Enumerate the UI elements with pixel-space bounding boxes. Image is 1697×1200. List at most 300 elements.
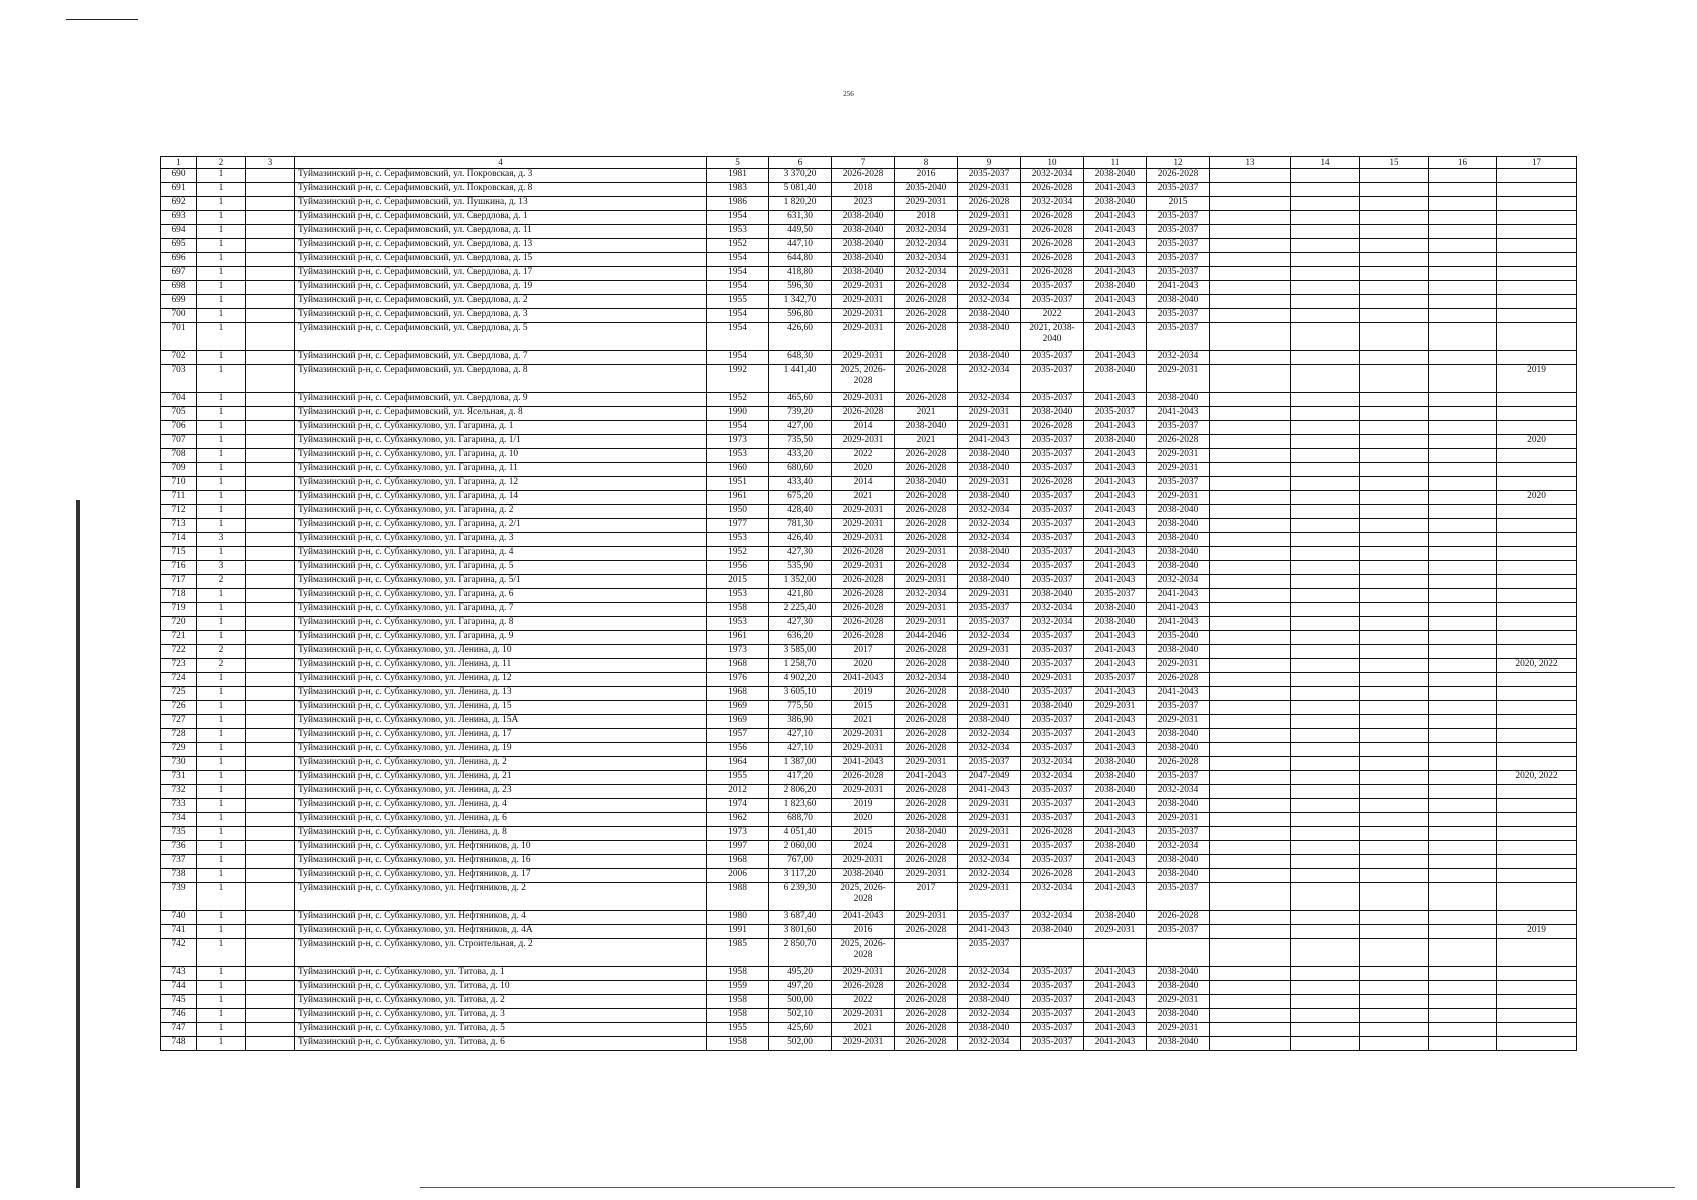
address-cell: Туймазинский р-н, с. Субханкулово, ул. Гагарина, д. 9 [295,631,707,645]
table-cell: 688,70 [769,813,832,827]
table-row [161,771,1577,785]
table-cell: 2026-2028 [832,575,895,589]
table-cell: 2032-2034 [958,519,1021,533]
table-cell: 2038-2040 [958,351,1021,365]
table-cell: 2029-2031 [1147,659,1210,673]
address-cell: Туймазинский р-н, с. Субханкулово, ул. Ленина, д. 15 [295,701,707,715]
table-cell: 2041-2043 [1084,309,1147,323]
table-cell [1497,715,1577,729]
table-cell: 2041-2043 [1084,855,1147,869]
table-cell: 2026-2028 [895,1023,958,1037]
table-cell: 1961 [707,631,769,645]
table-cell [1429,757,1497,771]
table-cell: 746 [161,1009,197,1023]
table-cell: 2032-2034 [958,1009,1021,1023]
table-cell: 2038-2040 [1147,295,1210,309]
table-cell [1429,351,1497,365]
table-cell: 742 [161,939,197,967]
table-cell: 2038-2040 [1021,407,1084,421]
address-cell: Туймазинский р-н, с. Серафимовский, ул. Свердлова, д. 13 [295,239,707,253]
table-cell: 2026-2028 [895,785,958,799]
table-cell [1497,855,1577,869]
table-cell [1291,603,1360,617]
table-cell [1210,911,1291,925]
address-cell: Туймазинский р-н, с. Субханкулово, ул. Ленина, д. 23 [295,785,707,799]
table-cell: 2029-2031 [958,883,1021,911]
table-cell: 1973 [707,645,769,659]
table-cell [1497,631,1577,645]
address-cell: Туймазинский р-н, с. Субханкулово, ул. Ленина, д. 11 [295,659,707,673]
table-cell [1429,211,1497,225]
table-cell: 1960 [707,463,769,477]
table-cell [1360,239,1429,253]
table-cell: 2026-2028 [1021,421,1084,435]
table-cell [1497,183,1577,197]
table-row [161,561,1577,575]
table-cell [1291,939,1360,967]
table-cell: 2029-2031 [958,183,1021,197]
column-header-3: 3 [246,157,295,169]
table-cell [1360,687,1429,701]
table-cell [1291,855,1360,869]
table-cell: 2035-2037 [1147,267,1210,281]
table-cell: 2038-2040 [1084,169,1147,183]
table-cell [1360,785,1429,799]
table-cell: 2041-2043 [1084,827,1147,841]
table-cell: 2038-2040 [1147,799,1210,813]
table-cell: 1 [197,813,246,827]
table-row [161,981,1577,995]
table-cell: 2041-2043 [1084,505,1147,519]
table-cell: 1956 [707,743,769,757]
table-cell: 427,30 [769,547,832,561]
table-row [161,449,1577,463]
address-cell: Туймазинский р-н, с. Субханкулово, ул. Ленина, д. 17 [295,729,707,743]
table-cell: 1 [197,967,246,981]
table-cell [1497,449,1577,463]
table-cell [1291,701,1360,715]
table-cell: 2038-2040 [1147,1009,1210,1023]
table-cell: 1955 [707,771,769,785]
table-cell [1497,645,1577,659]
table-cell: 2041-2043 [958,435,1021,449]
table-cell: 1969 [707,715,769,729]
address-cell: Туймазинский р-н, с. Субханкулово, ул. Ленина, д. 6 [295,813,707,827]
table-cell [1291,813,1360,827]
table-cell [1291,225,1360,239]
table-cell: 2021 [832,715,895,729]
table-cell: 1958 [707,967,769,981]
table-cell: 2026-2028 [895,323,958,351]
table-cell: 2021 [895,435,958,449]
table-cell: 725 [161,687,197,701]
table-cell: 2035-2037 [1021,365,1084,393]
table-cell: 2029-2031 [895,197,958,211]
table-cell [1360,855,1429,869]
table-cell: 2038-2040 [1147,561,1210,575]
table-cell [246,967,295,981]
table-cell [1021,939,1084,967]
table-row [161,239,1577,253]
table-cell [1291,505,1360,519]
table-cell: 2041-2043 [1084,561,1147,575]
table-cell: 2029-2031 [895,617,958,631]
table-cell: 1 [197,253,246,267]
table-cell [1497,547,1577,561]
address-cell: Туймазинский р-н, с. Серафимовский, ул. Свердлова, д. 8 [295,365,707,393]
table-cell: 2026-2028 [1021,225,1084,239]
table-cell: 694 [161,225,197,239]
table-cell [1291,659,1360,673]
table-cell: 2019 [1497,365,1577,393]
table-cell [1429,855,1497,869]
table-cell: 2029-2031 [958,239,1021,253]
table-cell: 712 [161,505,197,519]
table-cell: 2035-2037 [1021,505,1084,519]
table-cell: 2029-2031 [895,869,958,883]
table-cell: 1 820,20 [769,197,832,211]
table-cell [1210,701,1291,715]
table-cell: 2026-2028 [895,351,958,365]
table-cell: 2041-2043 [1084,211,1147,225]
table-cell: 2041-2043 [1084,533,1147,547]
table-cell: 2041-2043 [1084,631,1147,645]
table-cell [1429,421,1497,435]
table-cell: 714 [161,533,197,547]
table-cell: 735 [161,827,197,841]
table-cell: 719 [161,603,197,617]
table-cell: 748 [161,1037,197,1051]
table-cell: 2035-2037 [1021,799,1084,813]
table-cell: 2035-2037 [1021,281,1084,295]
table-cell: 2041-2043 [958,785,1021,799]
table-cell [1147,939,1210,967]
table-cell: 1954 [707,211,769,225]
table-cell: 2035-2037 [1147,701,1210,715]
table-cell [246,239,295,253]
table-cell [1210,519,1291,533]
address-cell: Туймазинский р-н, с. Субханкулово, ул. Титова, д. 2 [295,995,707,1009]
table-cell [1360,267,1429,281]
table-cell [1429,981,1497,995]
table-cell: 1986 [707,197,769,211]
column-header-2: 2 [197,157,246,169]
table-cell [1360,869,1429,883]
table-cell: 2041-2043 [832,911,895,925]
table-cell [1360,253,1429,267]
table-cell: 1 [197,631,246,645]
table-cell: 1 [197,911,246,925]
table-cell [1360,309,1429,323]
table-cell [246,855,295,869]
table-cell [1291,351,1360,365]
table-cell: 2035-2037 [1147,183,1210,197]
table-cell: 2015 [707,575,769,589]
table-cell: 2038-2040 [1084,771,1147,785]
table-cell: 2041-2043 [1147,281,1210,295]
table-cell: 1 [197,827,246,841]
table-row [161,841,1577,855]
table-cell: 2029-2031 [958,225,1021,239]
table-cell: 2032-2034 [958,505,1021,519]
table-cell [1497,995,1577,1009]
table-cell: 695 [161,239,197,253]
table-cell [1497,519,1577,533]
table-cell: 2022 [832,995,895,1009]
address-cell: Туймазинский р-н, с. Субханкулово, ул. Титова, д. 5 [295,1023,707,1037]
table-cell: 2029-2031 [832,729,895,743]
table-cell [246,281,295,295]
table-cell: 1 [197,869,246,883]
table-cell [246,309,295,323]
table-cell: 1954 [707,281,769,295]
table-cell: 2029-2031 [832,519,895,533]
table-cell: 2012 [707,785,769,799]
table-cell: 2041-2043 [1084,687,1147,701]
table-cell [246,631,295,645]
table-cell: 2035-2037 [1021,995,1084,1009]
table-cell: 730 [161,757,197,771]
table-cell: 2026-2028 [1021,869,1084,883]
table-cell [1291,211,1360,225]
table-cell: 1991 [707,925,769,939]
table-cell: 1 387,00 [769,757,832,771]
table-cell: 2 [197,575,246,589]
table-cell: 2041-2043 [1084,967,1147,981]
table-cell: 1 [197,799,246,813]
table-cell [246,435,295,449]
address-cell: Туймазинский р-н, с. Субханкулово, ул. Ленина, д. 10 [295,645,707,659]
table-cell: 710 [161,477,197,491]
table-cell [895,939,958,967]
table-cell: 427,00 [769,421,832,435]
table-cell [1497,603,1577,617]
table-cell [246,295,295,309]
table-cell: 2038-2040 [1147,869,1210,883]
table-cell: 2017 [832,645,895,659]
table-cell: 2035-2037 [1021,463,1084,477]
table-cell: 1 [197,785,246,799]
table-cell [1429,673,1497,687]
address-cell: Туймазинский р-н, с. Субханкулово, ул. Титова, д. 1 [295,967,707,981]
table-cell: 2029-2031 [832,281,895,295]
table-cell: 1 [197,729,246,743]
table-cell: 2029-2031 [1147,1023,1210,1037]
table-cell: 500,00 [769,995,832,1009]
table-cell: 2026-2028 [895,743,958,757]
table-cell [1291,925,1360,939]
table-cell: 596,30 [769,281,832,295]
table-cell: 2035-2037 [1084,407,1147,421]
table-cell: 2024 [832,841,895,855]
table-cell: 707 [161,435,197,449]
table-row [161,533,1577,547]
table-cell: 775,50 [769,701,832,715]
table-cell: 738 [161,869,197,883]
table-cell [1291,267,1360,281]
table-cell: 2041-2043 [1084,799,1147,813]
table-row [161,253,1577,267]
table-cell: 2041-2043 [832,673,895,687]
address-cell: Туймазинский р-н, с. Субханкулово, ул. Гагарина, д. 10 [295,449,707,463]
table-cell: 698 [161,281,197,295]
table-cell: 2029-2031 [832,435,895,449]
table-cell [1291,435,1360,449]
table-cell: 2032-2034 [958,533,1021,547]
table-cell [1291,883,1360,911]
table-cell [246,841,295,855]
table-cell: 729 [161,743,197,757]
table-cell [1360,645,1429,659]
table-cell: 1953 [707,449,769,463]
table-cell [1429,491,1497,505]
table-cell: 739 [161,883,197,911]
table-row [161,491,1577,505]
table-cell [1360,589,1429,603]
address-cell: Туймазинский р-н, с. Субханкулово, ул. Ленина, д. 4 [295,799,707,813]
table-cell [1360,617,1429,631]
table-cell [1210,169,1291,183]
table-cell [1291,561,1360,575]
table-cell [1360,169,1429,183]
table-cell: 1 [197,995,246,1009]
table-cell: 2026-2028 [1021,253,1084,267]
table-cell: 737 [161,855,197,869]
table-cell: 3 117,20 [769,869,832,883]
table-cell [1497,1037,1577,1051]
table-cell [1360,351,1429,365]
table-cell [246,351,295,365]
table-cell: 702 [161,351,197,365]
table-cell: 2026-2028 [832,589,895,603]
table-cell [1429,309,1497,323]
table-cell: 2026-2028 [832,407,895,421]
table-cell: 2041-2043 [1084,519,1147,533]
table-cell [1210,981,1291,995]
table-cell: 2020, 2022 [1497,659,1577,673]
column-header-10: 10 [1021,157,1084,169]
table-cell: 2032-2034 [1021,603,1084,617]
table-cell: 2029-2031 [1084,701,1147,715]
table-cell: 2016 [895,169,958,183]
table-cell: 2041-2043 [832,757,895,771]
table-cell: 1954 [707,309,769,323]
table-cell: 1 [197,925,246,939]
table-cell: 2029-2031 [1147,365,1210,393]
table-cell [1360,197,1429,211]
table-cell: 2026-2028 [1021,211,1084,225]
address-cell: Туймазинский р-н, с. Субханкулово, ул. Титова, д. 3 [295,1009,707,1023]
address-cell: Туймазинский р-н, с. Субханкулово, ул. Гагарина, д. 11 [295,463,707,477]
table-cell [1429,1037,1497,1051]
table-cell [1210,533,1291,547]
table-cell [1210,309,1291,323]
table-cell [246,771,295,785]
table-row [161,505,1577,519]
table-cell [1497,869,1577,883]
table-cell: 2021 [832,491,895,505]
table-cell: 1988 [707,883,769,911]
table-cell [246,253,295,267]
table-cell [1291,1037,1360,1051]
table-cell [1291,743,1360,757]
table-cell: 708 [161,449,197,463]
table-cell: 2029-2031 [958,645,1021,659]
table-cell: 1958 [707,1009,769,1023]
table-cell: 417,20 [769,771,832,785]
table-cell: 2029-2031 [958,701,1021,715]
column-header-16: 16 [1429,157,1497,169]
table-cell [246,617,295,631]
table-cell: 718 [161,589,197,603]
table-cell [246,813,295,827]
table-cell [246,925,295,939]
table-cell [1429,729,1497,743]
column-header-17: 17 [1497,157,1577,169]
table-cell: 2041-2043 [1084,421,1147,435]
address-cell: Туймазинский р-н, с. Субханкулово, ул. Ленина, д. 15А [295,715,707,729]
table-cell [1360,407,1429,421]
table-cell: 1 [197,589,246,603]
table-cell [1497,267,1577,281]
table-cell [1497,729,1577,743]
table-cell [1429,575,1497,589]
table-cell [1497,407,1577,421]
scan-edge-bottom [420,1187,1675,1188]
table-row [161,463,1577,477]
table-row [161,1037,1577,1051]
table-cell [1429,561,1497,575]
table-cell [1497,309,1577,323]
table-cell: 3 [197,561,246,575]
table-cell [1360,813,1429,827]
table-cell: 2047-2049 [958,771,1021,785]
table-cell: 2038-2040 [832,253,895,267]
table-cell: 2029-2031 [832,743,895,757]
table-cell [1497,239,1577,253]
table-cell [1429,911,1497,925]
table-row [161,477,1577,491]
table-cell [1210,561,1291,575]
table-cell: 2026-2028 [958,197,1021,211]
table-cell: 1952 [707,239,769,253]
table-cell [1497,281,1577,295]
table-cell: 2026-2028 [1147,435,1210,449]
table-cell: 2041-2043 [1084,1037,1147,1051]
table-cell: 2014 [832,421,895,435]
table-cell: 2021 [832,1023,895,1037]
table-cell [1497,673,1577,687]
table-cell [1429,603,1497,617]
table-cell [1210,869,1291,883]
table-cell: 2038-2040 [1021,701,1084,715]
address-cell: Туймазинский р-н, с. Серафимовский, ул. Ясельная, д. 8 [295,407,707,421]
table-cell: 2014 [832,477,895,491]
table-cell: 5 081,40 [769,183,832,197]
table-cell: 1 258,70 [769,659,832,673]
table-cell: 715 [161,547,197,561]
table-cell: 2035-2037 [1021,449,1084,463]
table-cell: 705 [161,407,197,421]
table-cell [1360,841,1429,855]
table-cell [1429,435,1497,449]
table-cell: 2026-2028 [895,519,958,533]
table-row [161,673,1577,687]
table-cell: 2026-2028 [895,645,958,659]
table-row [161,309,1577,323]
table-cell: 596,80 [769,309,832,323]
address-cell: Туймазинский р-н, с. Субханкулово, ул. Нефтяников, д. 4 [295,911,707,925]
